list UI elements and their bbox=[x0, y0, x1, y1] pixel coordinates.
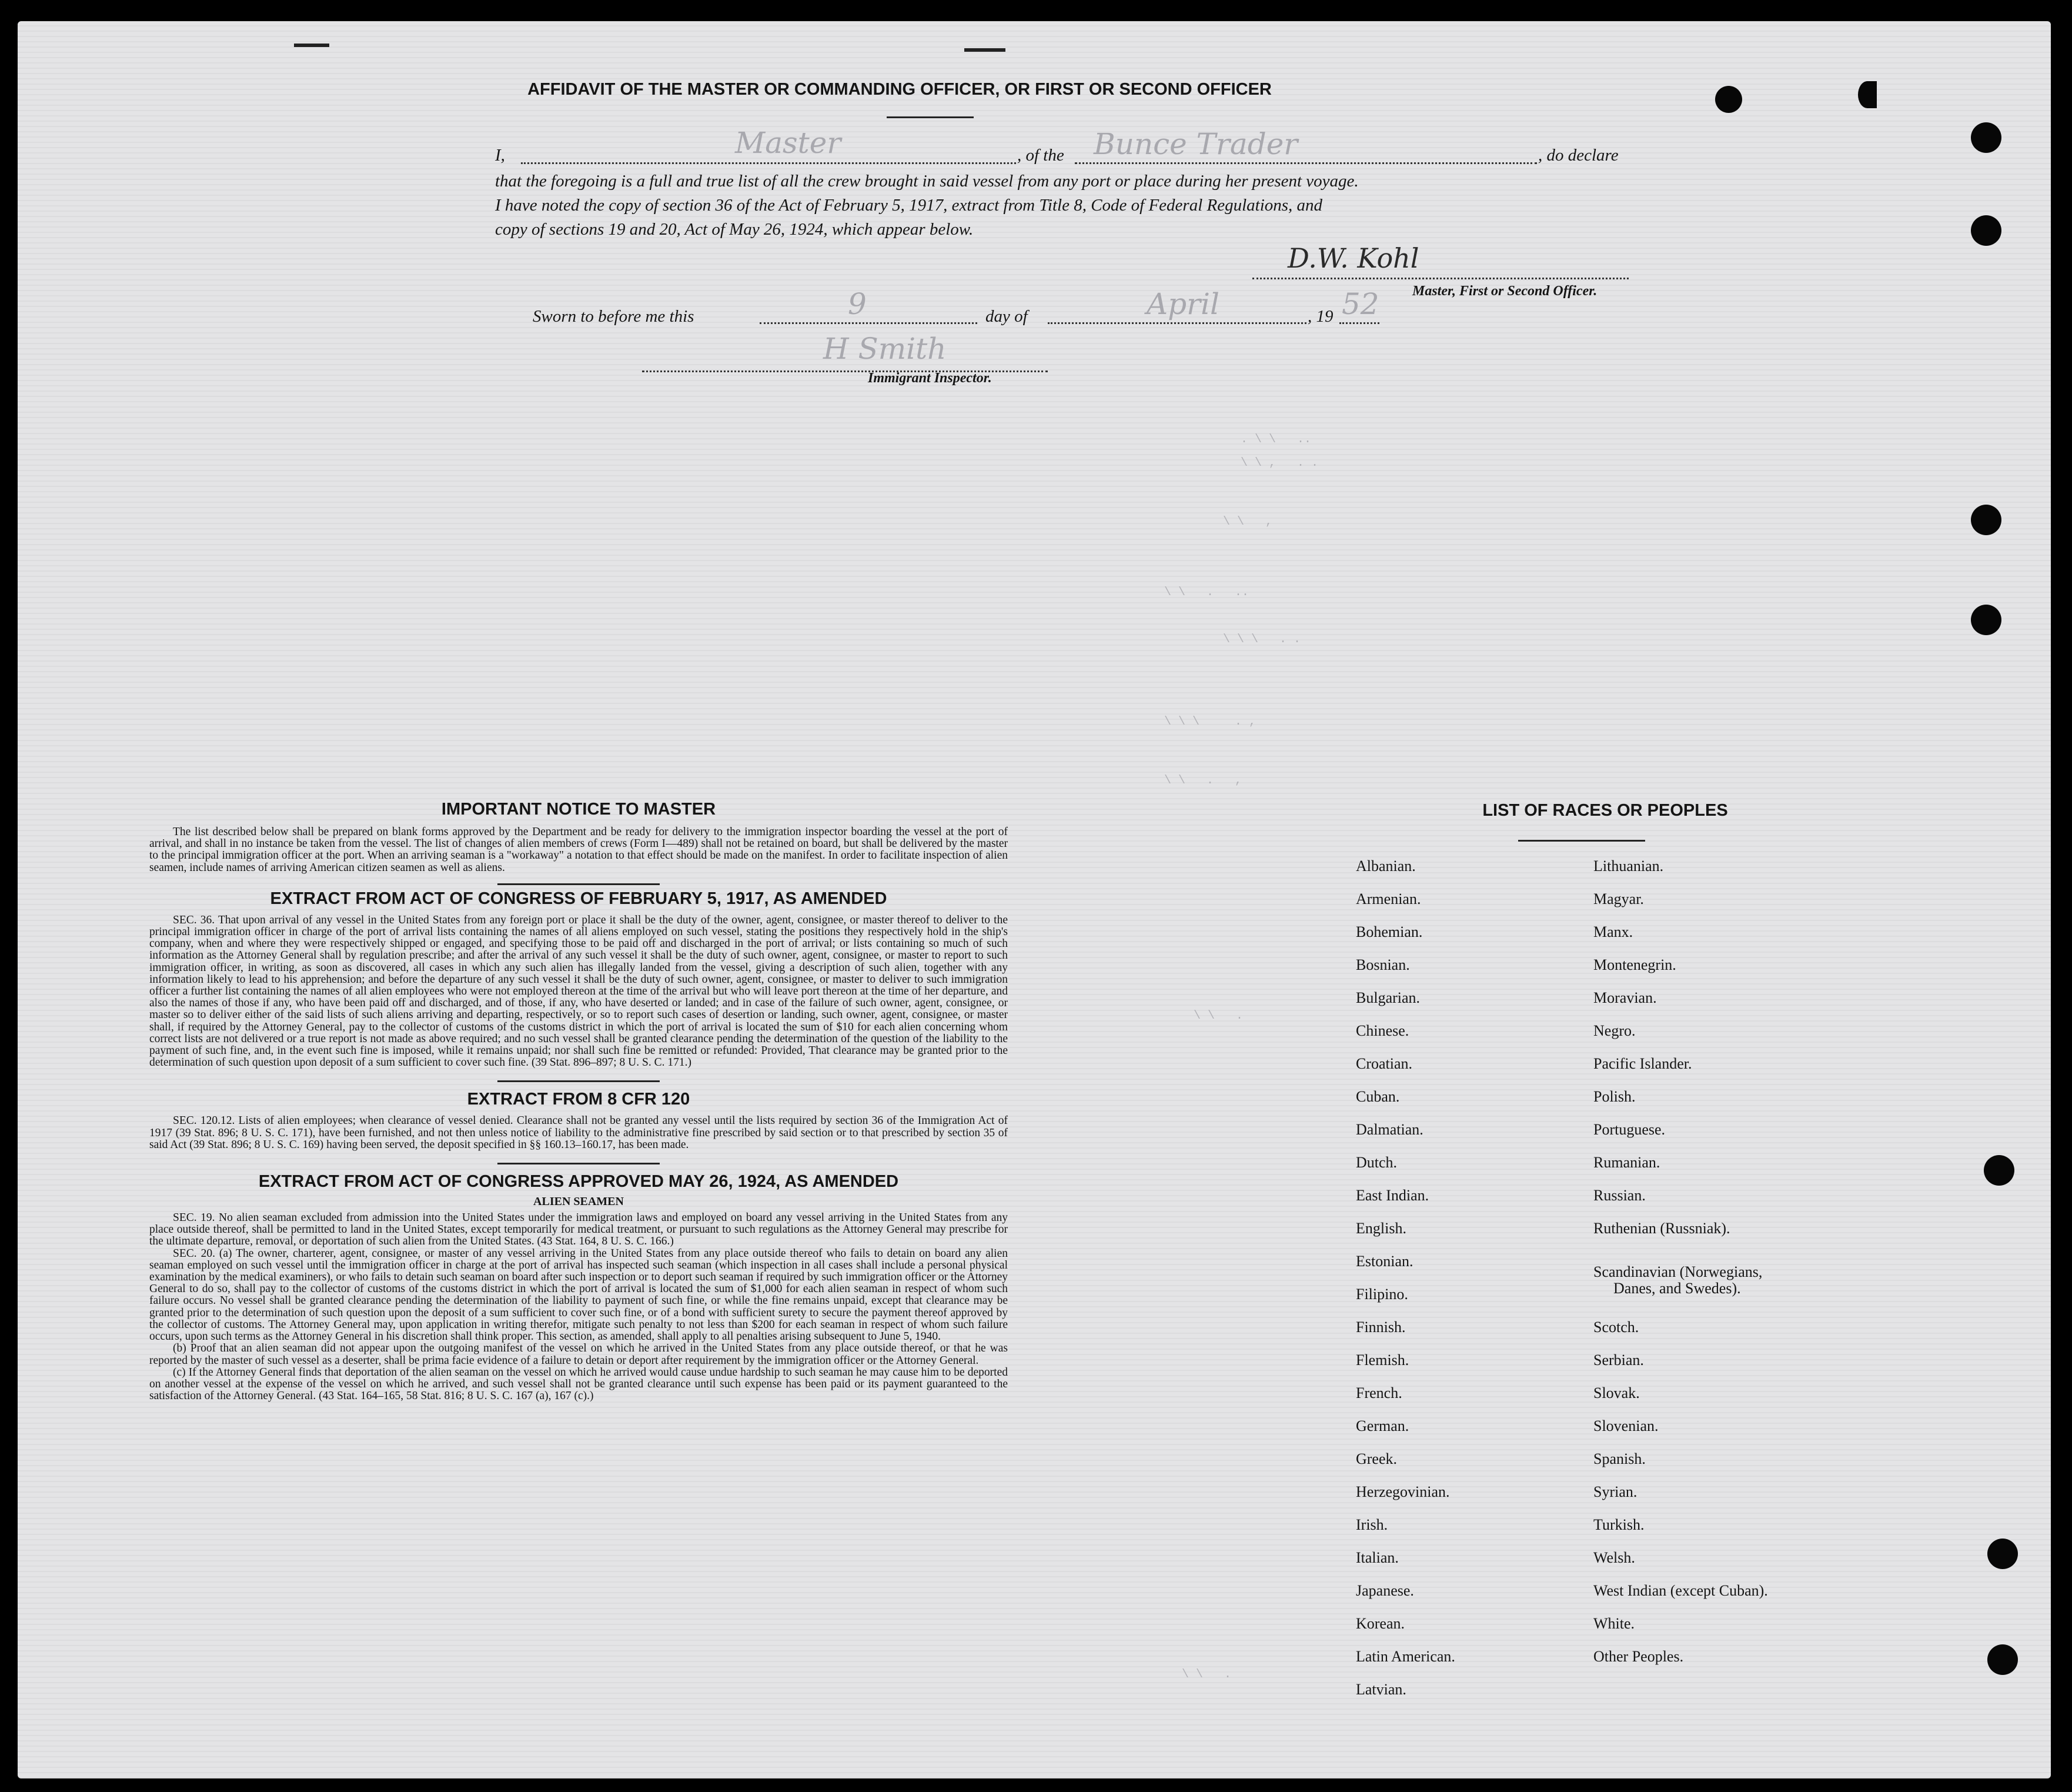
race-item: Croatian. bbox=[1356, 1055, 1413, 1072]
section-20c-body: (c) If the Attorney General finds that deportation of the alien seaman on the vessel on which he arrived would cause undue hardship to such seaman he may cause him to be deported on another vessel at the expense of the vessel on which he arrived, and such vessel shall not be granted clearance until such expense has been paid or its payment guaranteed to the satisfaction of the Attorney General. (43 Stat. 164–165, 58 Stat. 816; 8 U. S. C. 167 (a), 167 (c).) bbox=[149, 1366, 1008, 1403]
race-item: Pacific Islander. bbox=[1593, 1055, 1692, 1072]
race-item: Other Peoples. bbox=[1593, 1648, 1684, 1665]
binder-hole bbox=[1971, 505, 2001, 535]
officer-signature: D.W. Kohl bbox=[1288, 242, 1419, 274]
day-field[interactable] bbox=[760, 302, 977, 324]
day-of-label: day of bbox=[985, 307, 1028, 326]
race-item: Turkish. bbox=[1593, 1516, 1645, 1533]
section-20b-body: (b) Proof that an alien seaman did not appear upon the outgoing manifest of the vessel on which he arrived in the United States from any place outside thereof, or that he was reported by the master of such vessel as a deserter, shall be prima facie evidence of a failure to detain or deport after requirement by the immigration officer or the Attorney General. bbox=[149, 1342, 1008, 1367]
bleed-through-mark: \ \ . , bbox=[1164, 774, 1242, 787]
race-item: Slovak. bbox=[1593, 1384, 1640, 1401]
extract-cfr-body: SEC. 120.12. Lists of alien employees; when clearance of vessel denied. Clearance shall not be granted any vessel until the lists required by section 36 of the Immigration Act of 1917 (39 Stat. 896; 8 U. S. C. 171), have been furnished, and not then unless notice of liability to the administrative fine prescribed by said section or to that prescribed by section 35 of said Act (39 Stat. 896; 8 U. S. C. 169) having been served, the deposit specified in §§ 160.13–160.17, has been made. bbox=[149, 1114, 1008, 1151]
race-item: Korean. bbox=[1356, 1615, 1405, 1632]
race-item: Dutch. bbox=[1356, 1154, 1398, 1171]
race-item: Rumanian. bbox=[1593, 1154, 1660, 1171]
race-item: Ruthenian (Russniak). bbox=[1593, 1220, 1730, 1237]
bleed-through-mark: \ \ \ . . bbox=[1223, 633, 1301, 646]
title-divider bbox=[887, 116, 974, 118]
race-item: Japanese. bbox=[1356, 1582, 1414, 1599]
year-prefix: , 19 bbox=[1308, 307, 1334, 326]
race-item: Bohemian. bbox=[1356, 923, 1423, 940]
do-declare-label: , do declare bbox=[1538, 146, 1619, 165]
race-item: Estonian. bbox=[1356, 1253, 1413, 1270]
extract-cfr-title: EXTRACT FROM 8 CFR 120 bbox=[467, 1090, 690, 1109]
statement-line: I have noted the copy of section 36 of the Act of February 5, 1917, extract from Title 8, Code of Federal Regulations, and bbox=[495, 196, 1323, 215]
binder-hole bbox=[1971, 122, 2001, 153]
race-item: Latvian. bbox=[1356, 1681, 1406, 1698]
inspector-signature: H Smith bbox=[823, 332, 947, 366]
race-item: Magyar. bbox=[1593, 890, 1644, 907]
inspector-caption: Immigrant Inspector. bbox=[868, 371, 992, 386]
race-item: Dalmatian. bbox=[1356, 1121, 1423, 1138]
sworn-label: Sworn to before me this bbox=[533, 307, 694, 326]
race-item: Serbian. bbox=[1593, 1351, 1644, 1369]
handwritten-day: 9 bbox=[848, 287, 867, 321]
race-item: Bulgarian. bbox=[1356, 989, 1421, 1006]
affidavit-title: AFFIDAVIT OF THE MASTER OR COMMANDING OFFICER, OR FIRST OR SECOND OFFICER bbox=[527, 80, 1272, 99]
race-item-continued: Danes, and Swedes). bbox=[1613, 1280, 1741, 1297]
bleed-through-mark: . \ \ .. bbox=[1241, 433, 1312, 446]
extract-1917-body: SEC. 36. That upon arrival of any vessel in the United States from any foreign port or place it shall be the duty of the owner, agent, consignee, or master thereof to deliver to the principal immigration officer in charge of the port of arrival lists containing the names of all aliens employed on such vessel, stating the positions they respectively hold in the ship's company, when and where they were respectively shipped or engaged, and specifying those to be paid off and discharged in the port of arrival; or lists containing so much of such information as the Attorney General shall by regulation prescribe; and after the arrival of any such vessel it shall be the duty of such owner, agent, consignee, or master to report to such immigration officer, in writing, as soon as discovered, all cases in which any such alien has illegally landed from the vessel, giving a description of such alien, together with any information likely to lead to his apprehension; and before the departure of any such vessel it shall be the duty of such owner, agent, consignee, or master to deliver to such immigration officer a further list containing the names of all alien employees who were not employed thereon at the time of the arrival but who will leave port thereon at the time of her departure, and also the names of those if any, who have been paid off and discharged, and of those, if any, who have deserted or landed; and in case of the failure of such owner, agent, consignee, or master so to deliver either of the said lists of such aliens arriving and departing, respectively, or so to report such cases of desertion or landing, such owner, agent, consignee, or master shall, if required by the Attorney General, pay to the collector of customs of the customs district in which the port of arrival is located the sum of $10 for each alien concerning whom correct lists are not delivered or a true report is not made as above required; and no such vessel shall be granted clearance pending the determination of the question of the liability to the payment of such fine, and, in the event such fine is imposed, while it remains unpaid; nor shall such fine be remitted or refunded: Provided, That clearance may be granted prior to the determination of such question upon deposit of a sum sufficient to cover such fine. (39 Stat. 896–897; 8 U. S. C. 171.) bbox=[149, 913, 1008, 1069]
race-item: Scotch. bbox=[1593, 1319, 1639, 1336]
race-item: East Indian. bbox=[1356, 1187, 1429, 1204]
race-item: Chinese. bbox=[1356, 1022, 1409, 1039]
statement-line: that the foregoing is a full and true list of all the crew brought in said vessel from any port or place during her present voyage. bbox=[495, 172, 1359, 191]
document-page bbox=[18, 21, 2051, 1778]
bleed-through-mark: \ \ . bbox=[1182, 1668, 1232, 1681]
handwritten-vessel: Bunce Trader bbox=[1094, 127, 1298, 161]
binder-hole bbox=[1987, 1644, 2018, 1675]
extract-1924-subtitle: ALIEN SEAMEN bbox=[533, 1195, 624, 1209]
bleed-through-mark: \ \ . .. bbox=[1164, 586, 1249, 599]
races-title: LIST OF RACES OR PEOPLES bbox=[1482, 801, 1728, 820]
extract-1924-title: EXTRACT FROM ACT OF CONGRESS APPROVED MAY 26, 1924, AS AMENDED bbox=[258, 1172, 899, 1192]
race-item: Moravian. bbox=[1593, 989, 1657, 1006]
race-item: Irish. bbox=[1356, 1516, 1388, 1533]
race-item: Polish. bbox=[1593, 1088, 1636, 1105]
race-item: Syrian. bbox=[1593, 1483, 1637, 1500]
left-column bbox=[149, 800, 1008, 1402]
bleed-through-mark: \ \ \ . , bbox=[1164, 715, 1256, 729]
race-item: White. bbox=[1593, 1615, 1635, 1632]
handwritten-rank: Master bbox=[735, 126, 841, 160]
of-the-label: , of the bbox=[1017, 146, 1064, 165]
race-item: Russian. bbox=[1593, 1187, 1646, 1204]
affidavit-statement bbox=[495, 169, 1630, 242]
race-item: Slovenian. bbox=[1593, 1417, 1659, 1434]
officer-caption: Master, First or Second Officer. bbox=[1412, 283, 1598, 299]
race-item: Armenian. bbox=[1356, 890, 1421, 907]
notice-body: The list described below shall be prepared on blank forms approved by the Department and be ready for delivery to the immigration inspector boarding the vessel at the port of arrival, and shall in no instance be taken from the vessel. The list of changes of alien members of crews (Form I—489) shall not be retained on board, but shall be delivered by the master to the principal immigration officer at the port. When an arriving seaman is a "workaway" a notation to that effect should be made on the manifest. In order to facilitate inspection of alien seamen, include names of arriving American citizen seamen as well as aliens. bbox=[149, 826, 1008, 874]
race-item: Cuban. bbox=[1356, 1088, 1400, 1105]
binder-hole bbox=[1858, 81, 1877, 108]
section-19-body: SEC. 19. No alien seaman excluded from admission into the United States under the immigration laws and employed on board any vessel arriving in the United States from any place outside thereof, shall be permitted to land in the United States, except temporarily for medical treatment, or pursuant to such regulations as the Attorney General may prescribe for the ultimate departure, removal, or deportation of such alien from the United States. (43 Stat. 164, 8 U. S. C. 166.) bbox=[149, 1212, 1008, 1248]
race-item: German. bbox=[1356, 1417, 1409, 1434]
binder-hole bbox=[1715, 86, 1742, 113]
race-item: Spanish. bbox=[1593, 1450, 1646, 1467]
race-item: French. bbox=[1356, 1384, 1402, 1401]
bleed-through-mark: \ \ , bbox=[1223, 515, 1273, 529]
race-item: Filipino. bbox=[1356, 1286, 1408, 1303]
race-item: Negro. bbox=[1593, 1022, 1636, 1039]
race-item: English. bbox=[1356, 1220, 1406, 1237]
race-item: Finnish. bbox=[1356, 1319, 1406, 1336]
bleed-through-mark: \ \ . bbox=[1194, 1009, 1244, 1023]
races-divider bbox=[1518, 840, 1645, 842]
race-item: Greek. bbox=[1356, 1450, 1398, 1467]
handwritten-month: April bbox=[1147, 287, 1219, 321]
section-20a-body: SEC. 20. (a) The owner, charterer, agent, consignee, or master of any vessel arriving in the United States from any place outside thereof who fails to detain on board any alien seaman employed on such vessel until the immigration officer in charge at the port of arrival has inspected such seaman (which inspection in all cases shall include a personal physical examination by the medical examiners), or who fails to detain such seaman on board after such inspection or to deport such seaman if required by such immigration officer or the Attorney General to do so, shall pay to the collector of customs of the customs district in which the port of arrival is located the sum of $1,000 for each alien seaman in respect of whom such failure occurs. No vessel shall be granted clearance pending the determination of the liability to payment of such fine, or while the fine remains unpaid, except that clearance may be granted prior to the determination of such question upon the deposit of a sum sufficient to cover such fine, or of a bond with sufficient surety to secure the payment thereof approved by the collector of customs. The Attorney General may, upon application in writing therefor, mitigate such penalty to not less than $200 for each seaman in respect of whom such failure occurs, upon such terms as the Attorney General in his discretion shall think proper. This section, as amended, shall apply to all penalties arising subsequent to June 5, 1940. bbox=[149, 1247, 1008, 1343]
binder-hole bbox=[1984, 1155, 2014, 1186]
binder-hole bbox=[1987, 1539, 2018, 1569]
race-item: Montenegrin. bbox=[1593, 956, 1676, 973]
race-item: Scandinavian (Norwegians, bbox=[1593, 1263, 1763, 1280]
race-item: Welsh. bbox=[1593, 1549, 1635, 1566]
handwritten-year: 52 bbox=[1342, 287, 1379, 321]
binder-hole bbox=[1971, 605, 2001, 635]
race-item: West Indian (except Cuban). bbox=[1593, 1582, 1768, 1599]
race-item: Manx. bbox=[1593, 923, 1633, 940]
notice-title: IMPORTANT NOTICE TO MASTER bbox=[441, 800, 716, 819]
edge-mark bbox=[964, 48, 1005, 52]
bleed-through-mark: \ \ , . . bbox=[1241, 456, 1319, 470]
i-label: I, bbox=[495, 146, 505, 165]
extract-1917-title: EXTRACT FROM ACT OF CONGRESS OF FEBRUARY 5, 1917, AS AMENDED bbox=[270, 889, 887, 908]
race-item: Italian. bbox=[1356, 1549, 1399, 1566]
statement-line: copy of sections 19 and 20, Act of May 26, 1924, which appear below. bbox=[495, 220, 974, 239]
race-item: Flemish. bbox=[1356, 1351, 1409, 1369]
race-item: Bosnian. bbox=[1356, 956, 1410, 973]
race-item: Portuguese. bbox=[1593, 1121, 1666, 1138]
race-item: Herzegovinian. bbox=[1356, 1483, 1450, 1500]
race-item: Lithuanian. bbox=[1593, 857, 1664, 875]
binder-hole bbox=[1971, 215, 2001, 246]
edge-mark bbox=[294, 44, 329, 47]
race-item: Latin American. bbox=[1356, 1648, 1455, 1665]
race-item: Albanian. bbox=[1356, 857, 1416, 875]
